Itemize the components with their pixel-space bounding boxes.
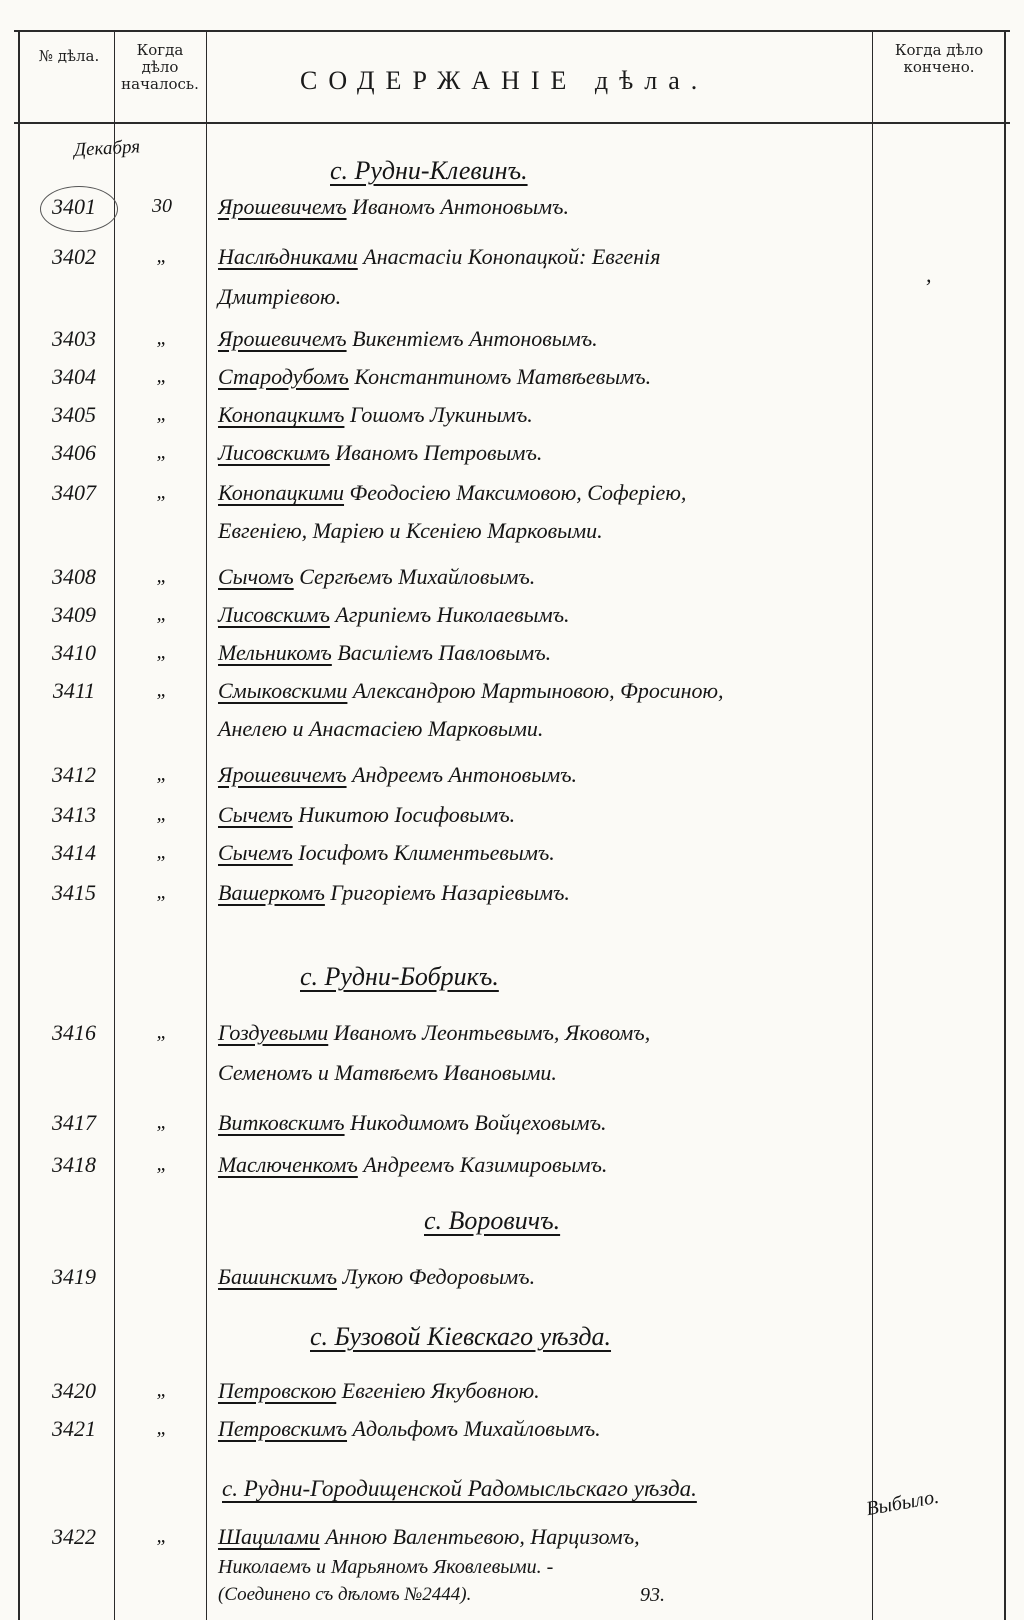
entry-surname: Наслѣдниками xyxy=(218,244,358,269)
register-row xyxy=(0,676,1024,712)
case-number: 3410 xyxy=(52,640,96,665)
case-number: 3412 xyxy=(52,762,96,787)
entry-surname: Лисовскимъ xyxy=(218,440,330,465)
entry-text xyxy=(218,602,898,628)
case-number: 3401 xyxy=(52,194,96,219)
start-day: „ xyxy=(156,763,168,785)
entry-text xyxy=(218,1264,898,1290)
register-row xyxy=(0,878,1024,914)
entry-rest: Александрою Мартыновою, Фросиною, xyxy=(352,678,724,703)
register-row xyxy=(0,400,1024,436)
entry-surname: Лисовскимъ xyxy=(218,602,330,627)
entry-text xyxy=(218,762,898,788)
entry-surname: Сычемъ xyxy=(218,802,293,827)
register-row xyxy=(0,1414,1024,1450)
entry-surname: Ярошевичемъ xyxy=(218,194,347,219)
page-number: 93. xyxy=(640,1584,665,1606)
case-number: 3405 xyxy=(52,402,96,427)
case-number: 3404 xyxy=(52,364,96,389)
margin-note: Выбыло. xyxy=(864,1485,941,1521)
entry-surname: Маслюченкомъ xyxy=(218,1152,358,1177)
start-day: „ xyxy=(156,881,168,903)
header-number: № дѣла. xyxy=(38,47,100,65)
entry-rest: Иваномъ Петровымъ. xyxy=(335,440,543,465)
entry-surname: Петровскою xyxy=(218,1378,337,1403)
header-rule xyxy=(14,122,1010,124)
entry-text xyxy=(218,678,898,704)
entry-text xyxy=(218,1152,898,1178)
entry-surname: Петровскимъ xyxy=(218,1416,348,1441)
entry-continuation: Семеномъ и Матвѣемъ Ивановыми. xyxy=(218,1060,557,1085)
register-row xyxy=(0,1262,1024,1298)
entry-rest: Григоріемъ Назаріевымъ. xyxy=(330,880,570,905)
case-number: 3414 xyxy=(52,840,96,865)
case-number: 3406 xyxy=(52,440,96,465)
entry-continuation: Евгеніею, Маріею и Ксеніею Марковыми. xyxy=(218,518,603,543)
register-row xyxy=(0,1018,1024,1054)
entry-text xyxy=(218,1524,898,1550)
top-border xyxy=(14,30,1010,32)
entry-rest: Анастасіи Конопацкой: Евгенія xyxy=(363,244,661,269)
entry-surname: Башинскимъ xyxy=(218,1264,338,1289)
start-day: „ xyxy=(156,403,168,425)
case-number: 3402 xyxy=(52,244,96,269)
case-number: 3420 xyxy=(52,1378,96,1403)
start-day: „ xyxy=(156,365,168,387)
case-number: 3403 xyxy=(52,326,96,351)
case-number: 3408 xyxy=(52,564,96,589)
start-day: „ xyxy=(156,565,168,587)
village-heading: с. Рудни-Бобрикъ. xyxy=(300,962,499,991)
case-number: 3413 xyxy=(52,802,96,827)
entry-text xyxy=(218,1110,898,1136)
entry-rest: Никодимомъ Войцеховымъ. xyxy=(350,1110,607,1135)
start-day: „ xyxy=(156,1379,168,1401)
register-row xyxy=(0,1522,1024,1558)
register-row xyxy=(0,324,1024,360)
register-row xyxy=(0,638,1024,674)
entry-rest: Сергѣемъ Михайловымъ. xyxy=(299,564,536,589)
entry-surname: Шацилами xyxy=(218,1524,320,1549)
entry-surname: Смыковскими xyxy=(218,678,348,703)
village-heading: с. Рудни-Клевинъ. xyxy=(330,156,528,185)
village-heading: с. Бузовой Кіевскаго уѣзда. xyxy=(310,1322,612,1351)
entry-surname: Стародубомъ xyxy=(218,364,349,389)
case-number: 3418 xyxy=(52,1152,96,1177)
case-number: 3407 xyxy=(52,480,96,505)
entry-note: (Соединено съ дѣломъ №2444). xyxy=(218,1584,472,1605)
entry-rest: Іосифомъ Климентьевымъ. xyxy=(298,840,555,865)
entry-text xyxy=(218,1020,898,1046)
register-row xyxy=(0,242,1024,278)
entry-text xyxy=(218,480,898,506)
start-day: „ xyxy=(156,481,168,503)
start-day: 30 xyxy=(152,195,172,217)
entry-rest: Никитою Іосифовымъ. xyxy=(298,802,516,827)
entry-rest: Иваномъ Антоновымъ. xyxy=(352,194,569,219)
entry-rest: Лукою Федоровымъ. xyxy=(342,1264,536,1289)
entry-rest: Агрипіемъ Николаевымъ. xyxy=(335,602,570,627)
entry-rest: Викентіемъ Антоновымъ. xyxy=(352,326,598,351)
village-heading: с. Рудни-Городищенской Радомысльскаго уѣзда. xyxy=(222,1476,697,1501)
register-row xyxy=(0,1150,1024,1186)
entry-surname: Вашеркомъ xyxy=(218,880,325,905)
entry-rest: Адольфомъ Михайловымъ. xyxy=(352,1416,601,1441)
entry-text xyxy=(218,326,898,352)
start-day: „ xyxy=(156,841,168,863)
entry-rest: Евгеніею Якубовною. xyxy=(341,1378,540,1403)
entry-surname: Сычомъ xyxy=(218,564,294,589)
start-day: „ xyxy=(156,1417,168,1439)
header-content: СОДЕРЖАНІЕ дѣла. xyxy=(300,66,709,95)
case-number: 3417 xyxy=(52,1110,96,1135)
start-day: „ xyxy=(156,1525,168,1547)
entry-surname: Ярошевичемъ xyxy=(218,326,347,351)
start-day: „ xyxy=(156,441,168,463)
register-row xyxy=(0,438,1024,474)
case-number: 3415 xyxy=(52,880,96,905)
case-number: 3419 xyxy=(52,1264,96,1289)
start-day: „ xyxy=(156,641,168,663)
entry-continuation: Николаемъ и Марьяномъ Яковлевыми. - xyxy=(218,1556,554,1578)
entry-rest: Андреемъ Антоновымъ. xyxy=(352,762,578,787)
village-heading: с. Воровичъ. xyxy=(424,1206,561,1235)
register-row xyxy=(0,838,1024,874)
entry-continuation: Дмитріевою. xyxy=(218,284,342,309)
entry-text xyxy=(218,802,898,828)
register-row xyxy=(0,600,1024,636)
entry-continuation: Анелею и Анастасіею Марковыми. xyxy=(218,716,544,741)
entry-text xyxy=(218,440,898,466)
entry-text xyxy=(218,244,898,270)
entry-text xyxy=(218,402,898,428)
entry-rest: Гошомъ Лукинымъ. xyxy=(349,402,533,427)
register-row xyxy=(0,478,1024,514)
register-row xyxy=(0,1108,1024,1144)
start-day: „ xyxy=(156,1111,168,1133)
month-label: Декабря xyxy=(73,136,141,161)
case-number: 3411 xyxy=(52,678,96,703)
case-number: 3421 xyxy=(52,1416,96,1441)
header-start: Когда дѣло началось. xyxy=(121,41,199,93)
entry-text xyxy=(218,640,898,666)
header-end: Когда дѣло кончено. xyxy=(894,41,984,76)
register-row xyxy=(0,562,1024,598)
entry-text xyxy=(218,564,898,590)
entry-rest: Иваномъ Леонтьевымъ, Яковомъ, xyxy=(333,1020,651,1045)
entry-rest: Константиномъ Матвѣевымъ. xyxy=(354,364,652,389)
entry-rest: Василіемъ Павловымъ. xyxy=(337,640,552,665)
case-number: 3416 xyxy=(52,1020,96,1045)
entry-text xyxy=(218,1378,898,1404)
register-row xyxy=(0,362,1024,398)
entry-rest: Анною Валентьевою, Нарцизомъ, xyxy=(325,1524,640,1549)
entry-text xyxy=(218,1416,898,1442)
register-row xyxy=(0,760,1024,796)
register-row xyxy=(0,192,1024,228)
start-day: „ xyxy=(156,245,168,267)
start-day: „ xyxy=(156,1021,168,1043)
start-day: „ xyxy=(156,603,168,625)
entry-text xyxy=(218,880,898,906)
entry-surname: Гоздуевыми xyxy=(218,1020,329,1045)
margin-tick: , xyxy=(926,262,932,287)
register-row xyxy=(0,1376,1024,1412)
entry-surname: Сычемъ xyxy=(218,840,293,865)
entry-rest: Феодосіею Максимовою, Соферіею, xyxy=(349,480,687,505)
entry-rest: Андреемъ Казимировымъ. xyxy=(363,1152,608,1177)
start-day: „ xyxy=(156,1153,168,1175)
entry-text xyxy=(218,194,898,220)
entry-surname: Ярошевичемъ xyxy=(218,762,347,787)
entry-surname: Мельникомъ xyxy=(218,640,332,665)
entry-text xyxy=(218,364,898,390)
start-day: „ xyxy=(156,327,168,349)
case-number: 3422 xyxy=(52,1524,96,1549)
entry-surname: Конопацкимъ xyxy=(218,402,345,427)
entry-surname: Витковскимъ xyxy=(218,1110,345,1135)
entry-surname: Конопацкими xyxy=(218,480,345,505)
start-day: „ xyxy=(156,679,168,701)
case-number: 3409 xyxy=(52,602,96,627)
start-day: „ xyxy=(156,803,168,825)
register-row xyxy=(0,800,1024,836)
entry-text xyxy=(218,840,898,866)
